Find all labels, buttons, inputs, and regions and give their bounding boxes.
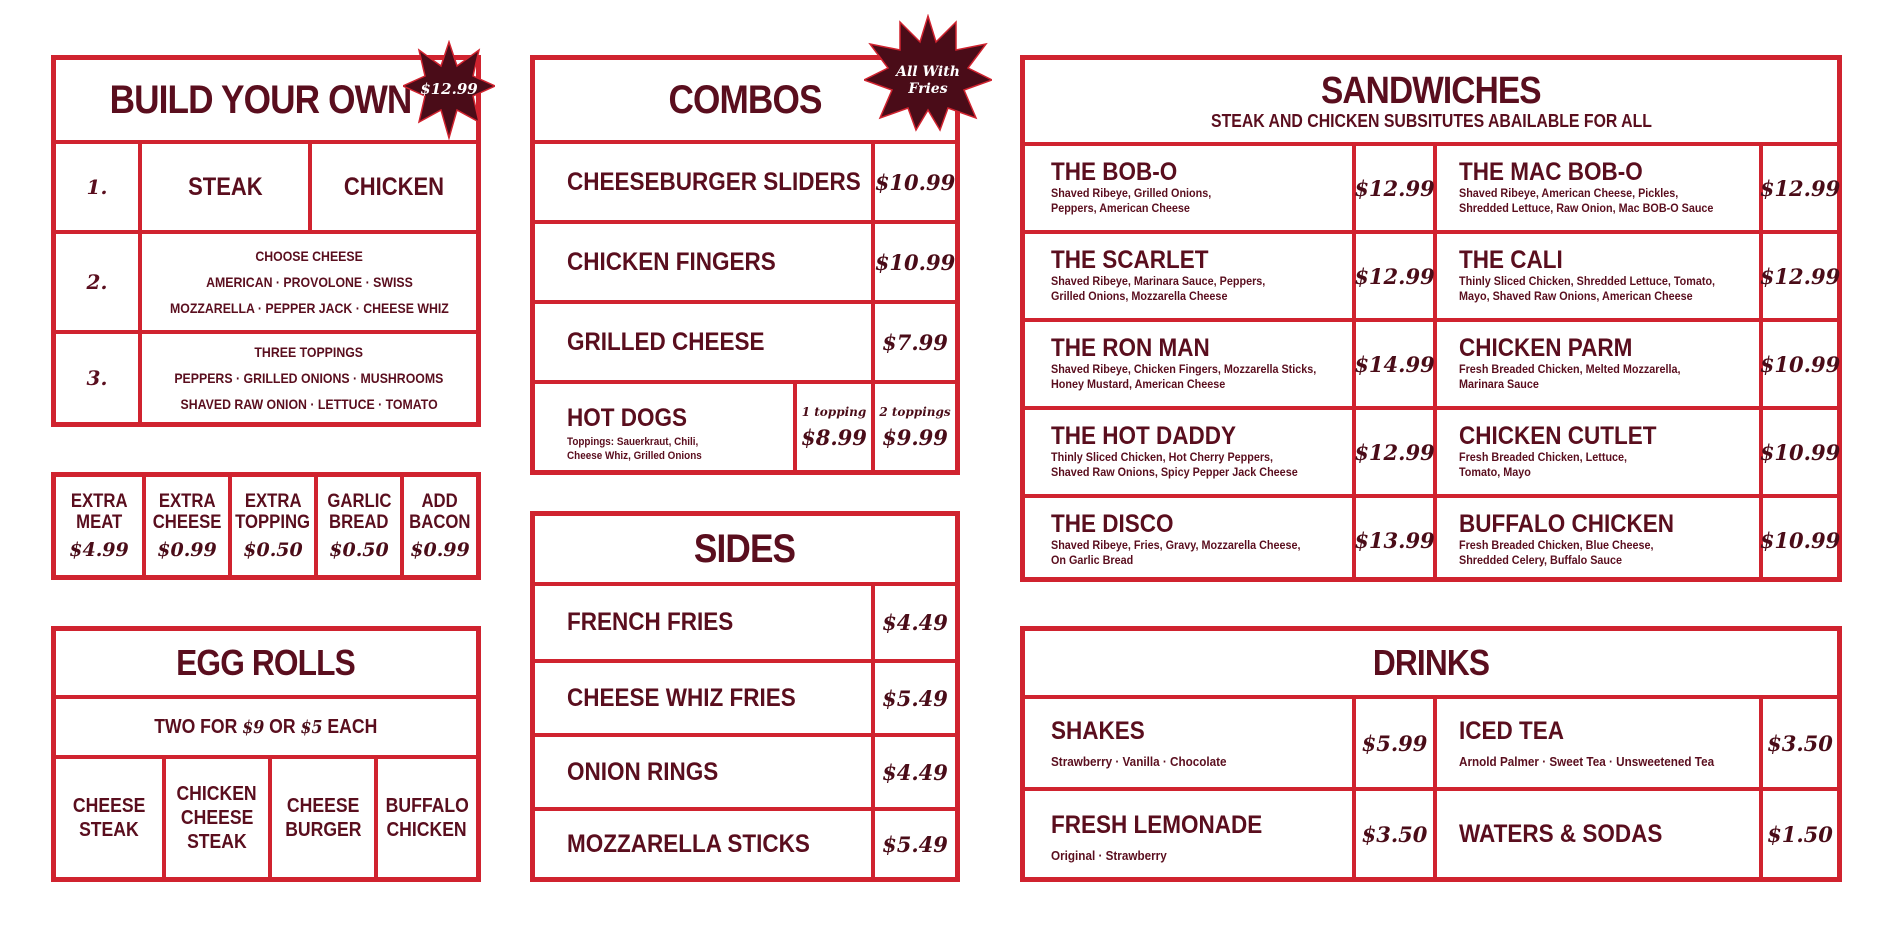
sandwich-item [1459, 422, 1755, 480]
side-price: $4.49 [882, 610, 948, 635]
sandwich-item [1459, 158, 1755, 216]
sandwich-name: THE SCARLET [1051, 246, 1209, 274]
sandwiches-header [1025, 60, 1837, 142]
topping-choices: THREE TOPPINGS PEPPERS · GRILLED ONIONS · MUSHROOMS SHAVED RAW ONION · LETTUCE · TOMATO [174, 344, 444, 412]
combo-price: $7.99 [882, 329, 948, 355]
sandwich-description: Marinara Sauce [1459, 377, 1539, 391]
side-french-fries: FRENCH FRIES [567, 608, 734, 636]
drink-price: $5.99 [1361, 730, 1428, 756]
sandwich-price: $13.99 [1354, 527, 1435, 553]
drink-price: $3.50 [1767, 730, 1833, 756]
side-mozzarella-sticks: MOZZARELLA STICKS [567, 829, 810, 858]
sides-title-cell [535, 516, 955, 582]
price-starburst: $12.99 [403, 40, 495, 140]
build-your-own-title: BUILD YOUR OWN [110, 77, 412, 122]
drink-price: $3.50 [1361, 821, 1428, 847]
garlic-bread: GARLIC BREAD $0.50 [326, 491, 392, 561]
sandwich-description: Shredded Lettuce, Raw Onion, Mac BOB-O Sauce [1459, 201, 1714, 215]
drinks-title: DRINKS [1372, 642, 1490, 683]
sandwich-item [1051, 334, 1347, 392]
sandwich-name: CHICKEN PARM [1459, 334, 1633, 362]
sandwich-price: $12.99 [1354, 263, 1435, 289]
sandwich-price: $14.99 [1354, 351, 1435, 377]
extras-panel [51, 472, 481, 580]
extra-meat: EXTRA MEAT $4.99 [69, 491, 129, 561]
sandwich-item [1051, 510, 1347, 568]
drinks-title-cell [1025, 631, 1837, 695]
sandwich-name: CHICKEN CUTLET [1459, 422, 1657, 450]
combo-chicken-fingers: CHICKEN FINGERS [567, 247, 776, 276]
sandwich-description: Mayo, Shaved Raw Onions, American Cheese [1459, 289, 1693, 303]
combo-cheeseburger-sliders: CHEESEBURGER SLIDERS [567, 167, 861, 196]
extra-topping: EXTRA TOPPING $0.50 [235, 491, 311, 561]
step-3: 3. [86, 366, 108, 390]
drink-iced-tea: ICED TEA Arnold Palmer · Sweet Tea · Unsweetened Tea [1459, 717, 1715, 769]
sandwich-item [1459, 510, 1755, 568]
sides-panel [530, 511, 960, 882]
sandwich-description: Peppers, American Cheese [1051, 201, 1190, 215]
sandwich-description: Shaved Ribeye, Fries, Gravy, Mozzarella Cheese, [1051, 538, 1301, 552]
drinks-panel [1020, 626, 1842, 882]
sandwich-name: THE BOB-O [1051, 158, 1178, 186]
sandwich-description: Grilled Onions, Mozzarella Cheese [1051, 289, 1228, 303]
sandwich-item [1051, 158, 1347, 216]
sandwich-item [1459, 246, 1755, 304]
egg-roll-cheese-steak: CHEESE STEAK [72, 795, 146, 841]
sandwich-description: Fresh Breaded Chicken, Blue Cheese, [1459, 538, 1654, 552]
sandwich-name: THE MAC BOB-O [1459, 158, 1643, 186]
sandwich-price: $12.99 [1759, 263, 1841, 289]
combo-price: $10.99 [874, 249, 956, 275]
sandwich-name: THE DISCO [1051, 510, 1174, 538]
sandwich-description: Thinly Sliced Chicken, Shredded Lettuce, Tomato, [1459, 274, 1716, 288]
egg-roll-cheese-burger: CHEESE BURGER [284, 795, 362, 841]
sides-title: SIDES [694, 526, 796, 571]
sandwich-item [1051, 246, 1347, 304]
steak-option: STEAK [187, 172, 263, 201]
side-onion-rings: ONION RINGS [567, 757, 719, 786]
sandwich-description: Shredded Celery, Buffalo Sauce [1459, 553, 1623, 567]
sandwich-price: $12.99 [1354, 439, 1435, 465]
add-bacon: ADD BACON $0.99 [409, 491, 471, 561]
sandwich-description: Shaved Ribeye, American Cheese, Pickles, [1459, 186, 1679, 200]
sandwich-item [1459, 334, 1755, 392]
drink-fresh-lemonade: FRESH LEMONADE Original · Strawberry [1051, 811, 1263, 863]
combos-title: COMBOS [668, 77, 822, 122]
step-2: 2. [86, 270, 108, 294]
sandwich-description: Shaved Ribeye, Marinara Sauce, Peppers, [1051, 274, 1266, 288]
sandwich-description: Shaved Ribeye, Chicken Fingers, Mozzarella Sticks, [1051, 362, 1317, 376]
sandwich-description: Fresh Breaded Chicken, Melted Mozzarella, [1459, 362, 1681, 376]
step-1: 1. [86, 175, 108, 199]
sandwich-description: On Garlic Bread [1051, 553, 1134, 567]
sandwich-description: Shaved Raw Onions, Spicy Pepper Jack Cheese [1051, 465, 1298, 479]
side-price: $5.49 [882, 831, 948, 857]
combo-grilled-cheese: GRILLED CHEESE [567, 327, 765, 356]
sandwich-description: Fresh Breaded Chicken, Lettuce, [1459, 450, 1628, 464]
egg-roll-buffalo-chicken: BUFFALO CHICKEN [385, 795, 469, 841]
side-price: $5.49 [882, 685, 948, 711]
egg-roll-chicken-cheese-steak: CHICKEN CHEESE STEAK [176, 783, 258, 853]
combo-price: $10.99 [874, 169, 956, 195]
combo-hot-dogs: HOT DOGS Toppings: Sauerkraut, Chili, Cheese Whiz, Grilled Onions [567, 404, 702, 462]
cheese-choices: CHOOSE CHEESE AMERICAN · PROVOLONE · SWISS MOZZARELLA · PEPPER JACK · CHEESE WHIZ [169, 248, 449, 316]
sandwiches-subtitle: STEAK AND CHICKEN SUBSITUTES ABAILABLE FOR ALL [1210, 110, 1652, 131]
sandwich-description: Thinly Sliced Chicken, Hot Cherry Peppers, [1051, 450, 1274, 464]
sandwich-price: $10.99 [1759, 351, 1841, 377]
drink-shakes: SHAKES Strawberry · Vanilla · Chocolate [1051, 717, 1227, 769]
all-with-fries-starburst: All With Fries [864, 14, 992, 132]
sandwich-name: THE CALI [1459, 246, 1563, 274]
hot-dog-two-toppings: 2 toppings $9.99 [879, 404, 951, 450]
side-cheese-whiz-fries: CHEESE WHIZ FRIES [567, 683, 796, 712]
sandwich-price: $12.99 [1759, 175, 1841, 201]
sandwich-item [1051, 422, 1347, 480]
sandwich-name: BUFFALO CHICKEN [1459, 510, 1675, 538]
egg-rolls-panel [51, 626, 481, 882]
side-price: $4.49 [882, 759, 948, 785]
egg-rolls-title-cell [56, 631, 476, 695]
chicken-option: CHICKEN [343, 172, 445, 201]
extra-cheese: EXTRA CHEESE $0.99 [152, 491, 222, 561]
drink-waters-sodas: WATERS & SODAS [1459, 819, 1663, 848]
sandwich-description: Honey Mustard, American Cheese [1051, 377, 1226, 391]
drink-price: $1.50 [1767, 821, 1833, 847]
sandwich-description: Shaved Ribeye, Grilled Onions, [1051, 186, 1212, 200]
sandwiches-title: SANDWICHES [1321, 69, 1541, 112]
hot-dog-one-topping: 1 topping $8.99 [801, 404, 867, 450]
sandwich-price: $12.99 [1354, 175, 1435, 201]
sandwich-description: Tomato, Mayo [1459, 465, 1531, 479]
egg-rolls-title: EGG ROLLS [176, 642, 356, 683]
sandwich-price: $10.99 [1759, 527, 1841, 553]
egg-rolls-deal: TWO FOR $9 OR $5 EACH [154, 715, 378, 738]
sandwich-price: $10.99 [1759, 439, 1841, 465]
sandwich-name: THE HOT DADDY [1051, 422, 1237, 450]
sandwich-name: THE RON MAN [1051, 334, 1210, 362]
